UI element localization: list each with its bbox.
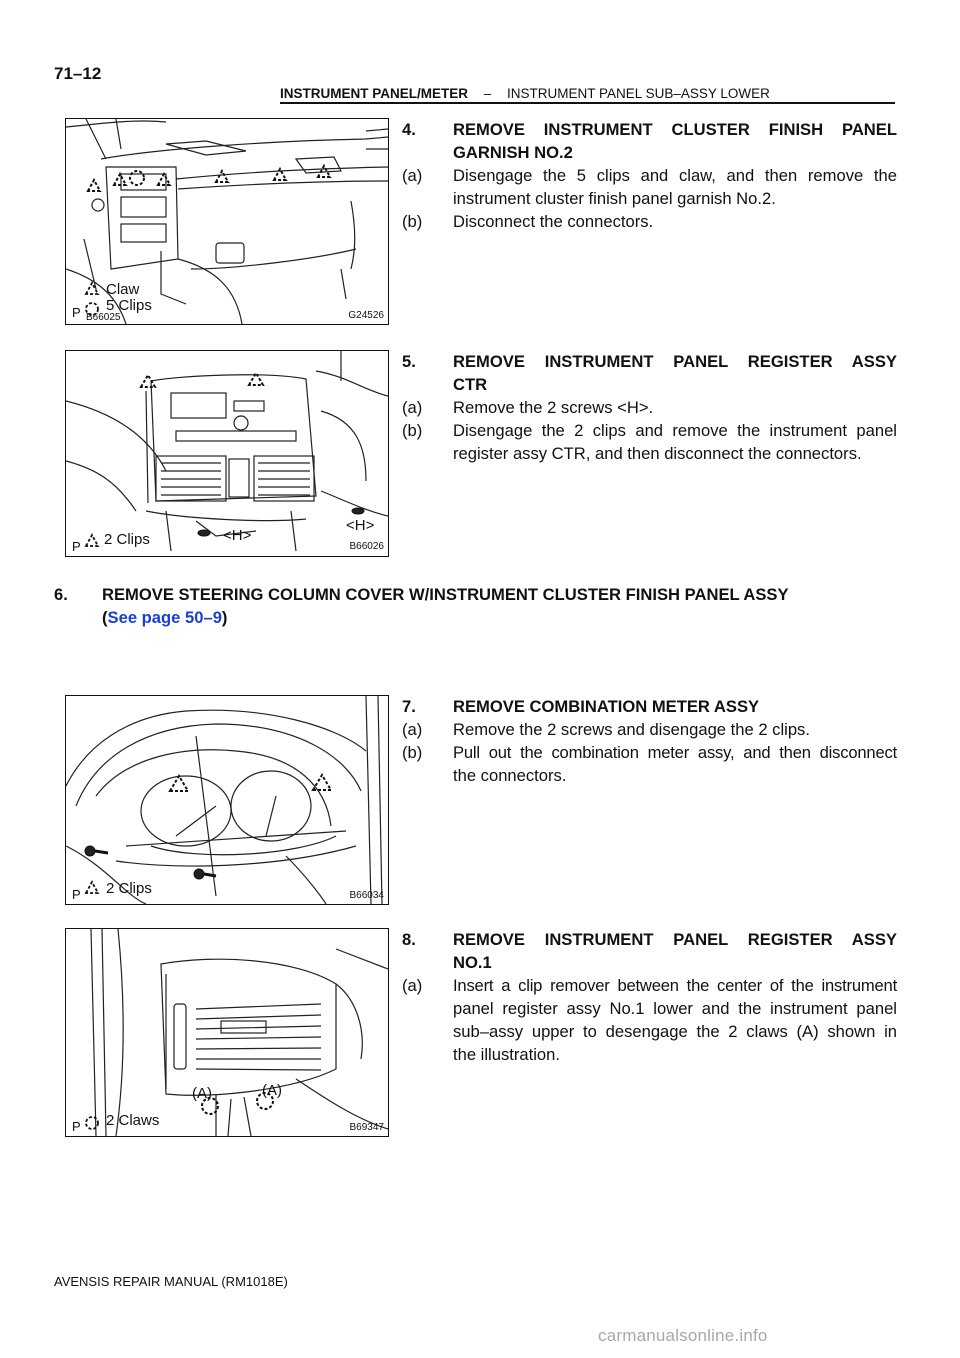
step-number: 7. — [402, 697, 416, 716]
figure-ref-code: B66025 — [86, 312, 121, 323]
figure-ref-code: G24526 — [348, 310, 384, 321]
illustration-side-register — [66, 929, 388, 1136]
callout-screw-h: <H> — [223, 527, 252, 544]
watermark: carmanualsonline.info — [598, 1326, 768, 1345]
p-mark: P — [72, 1119, 81, 1134]
legend-claw: Claw — [106, 281, 140, 298]
step-7-heading — [402, 695, 897, 718]
step-5a: (a) Remove the 2 screws <H>. — [402, 398, 654, 417]
figure-register-assy-no1 — [65, 928, 389, 1137]
step-title-line2: CTR — [453, 375, 488, 394]
step-6-heading — [54, 583, 899, 629]
callout-claw-a: (A) — [262, 1082, 282, 1099]
step-6-reference: (See page 50–9) — [102, 608, 228, 627]
step-title-line2: GARNISH NO.2 — [453, 143, 573, 162]
step-title-line1: REMOVE STEERING COLUMN COVER W/INSTRUMENT CLUSTER FINISH PANEL ASSY — [102, 585, 789, 604]
step-4a: (a) Disengage the 5 clips and claw, and then remove the instrument cluster finish panel garnish No.2. — [402, 166, 897, 208]
figure-combination-meter — [65, 695, 389, 905]
page-number: 71–12 — [54, 64, 102, 83]
header-separator: – — [483, 86, 492, 101]
step-8-heading — [402, 928, 897, 974]
see-page-link[interactable]: See page 50–9 — [107, 608, 222, 627]
step-number: 6. — [54, 585, 68, 604]
manual-footer: AVENSIS REPAIR MANUAL (RM1018E) — [54, 1274, 288, 1289]
figure-instrument-cluster-garnish — [65, 118, 389, 325]
legend-clips: 5 Clips — [106, 297, 152, 314]
header-section: INSTRUMENT PANEL/METER — [280, 86, 468, 101]
step-4-heading — [402, 118, 897, 164]
legend-clips: 2 Clips — [104, 531, 150, 548]
callout-screw-h: <H> — [346, 517, 375, 534]
illustration-center-register — [66, 351, 388, 556]
figure-ref-code: B69347 — [349, 1122, 384, 1133]
step-title-line1: REMOVE INSTRUMENT CLUSTER FINISH PANEL — [453, 120, 897, 139]
step-7b: (b) Pull out the combination meter assy, and then disconnect the connectors. — [402, 743, 897, 785]
step-title-line1: REMOVE COMBINATION METER ASSY — [453, 697, 760, 716]
step-8a: (a) Insert a clip remover between the center of the instrument panel register assy No.1 lower and the instrument panel sub–assy upper to desengage the 2 claws (A) shown in the illustration. — [402, 976, 897, 1064]
p-mark: P — [72, 539, 81, 554]
step-5b: (b) Disengage the 2 clips and remove the instrument panel register assy CTR, and then disconnect the connectors. — [402, 421, 897, 463]
step-4b: (b) Disconnect the connectors. — [402, 212, 654, 231]
legend-symbol — [86, 535, 98, 546]
callout-claw-a: (A) — [192, 1085, 212, 1102]
step-number: 4. — [402, 120, 416, 139]
legend-claws: 2 Claws — [106, 1112, 160, 1129]
step-number: 8. — [402, 930, 416, 949]
header-subsection: INSTRUMENT PANEL SUB–ASSY LOWER — [507, 86, 770, 101]
p-mark: P — [72, 887, 81, 902]
figure-ref-code: B66026 — [349, 541, 384, 552]
legend-clips: 2 Clips — [106, 880, 152, 897]
figure-ref-code: B66034 — [349, 890, 384, 901]
step-title-line1: REMOVE INSTRUMENT PANEL REGISTER ASSY — [453, 930, 897, 949]
figure-register-assy-ctr — [65, 350, 389, 557]
legend-symbol — [86, 882, 98, 893]
step-7a: (a) Remove the 2 screws and disengage the 2 clips. — [402, 720, 810, 739]
header-rule — [280, 102, 895, 104]
p-mark: P — [72, 305, 81, 320]
running-header — [280, 86, 770, 101]
step-number: 5. — [402, 352, 416, 371]
step-title-line2: NO.1 — [453, 953, 492, 972]
illustration-combination-meter — [66, 696, 388, 904]
step-5-heading — [402, 350, 897, 396]
step-title-line1: REMOVE INSTRUMENT PANEL REGISTER ASSY — [453, 352, 897, 371]
